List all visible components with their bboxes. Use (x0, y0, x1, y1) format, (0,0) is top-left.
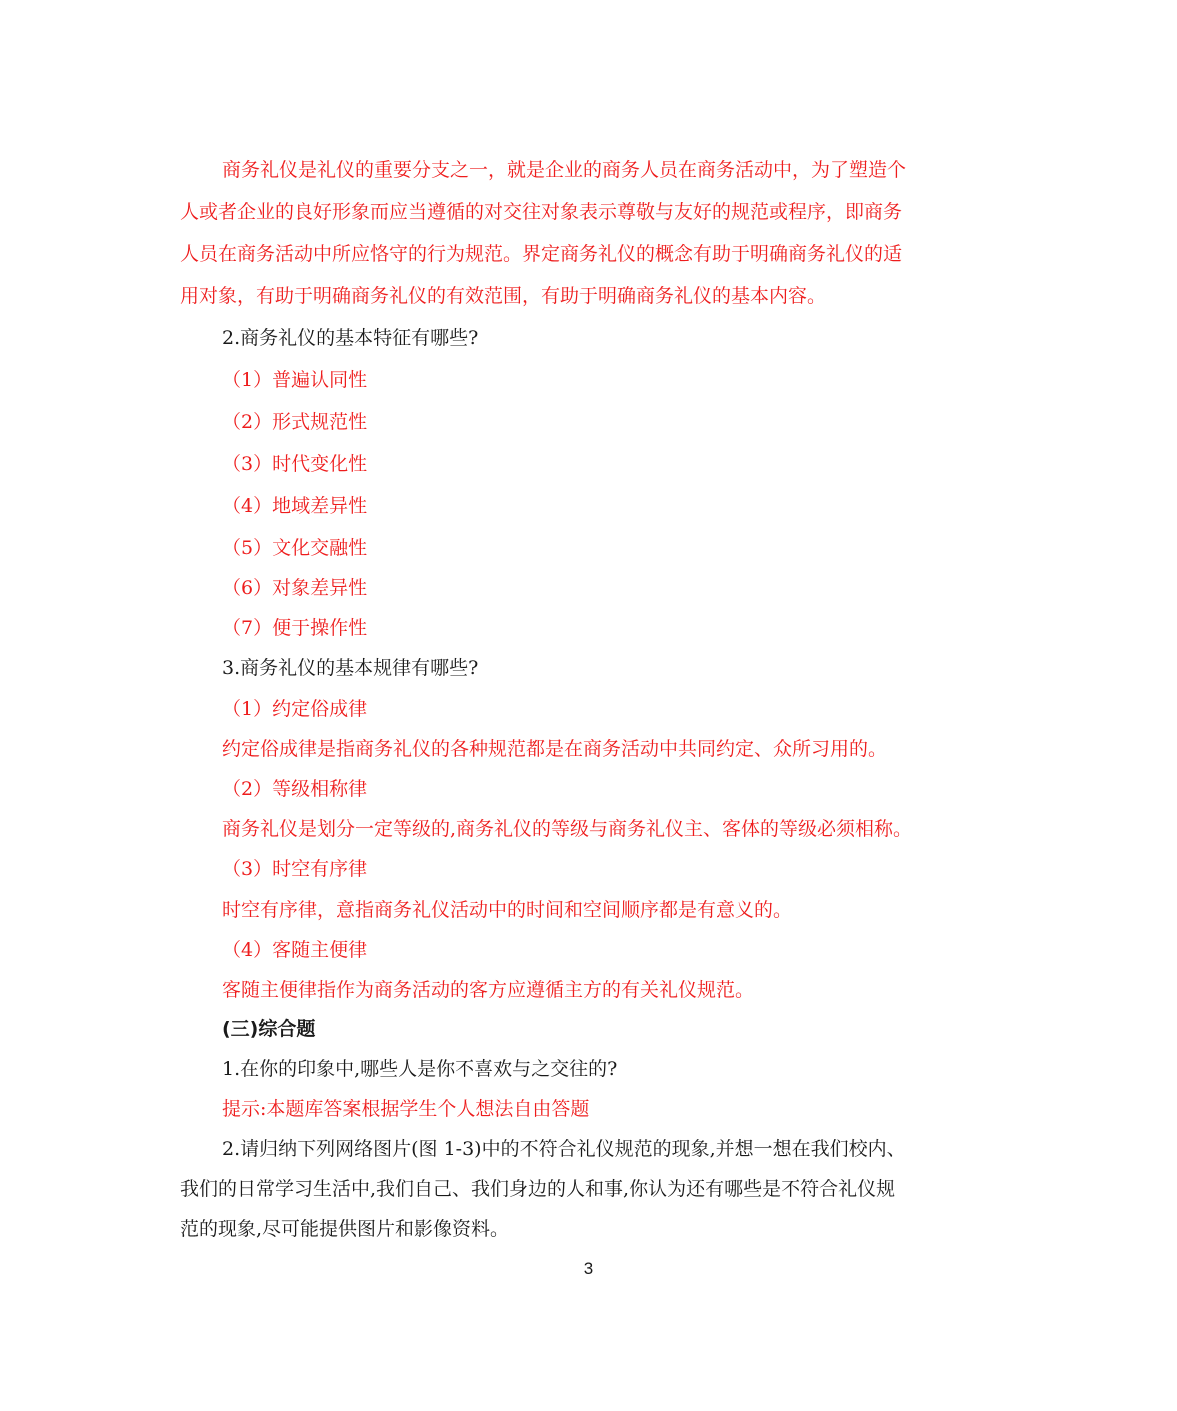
q3-item-4-title: （4）客随主便律 (222, 939, 368, 961)
q3-item-2-title: （2）等级相称律 (222, 778, 368, 800)
section-heading: (三)综合题 (222, 1018, 316, 1040)
question-2: 2.商务礼仪的基本特征有哪些? (222, 327, 479, 349)
page-number: 3 (583, 1259, 594, 1278)
section3-question-1: 1.在你的印象中,哪些人是你不喜欢与之交往的? (222, 1058, 618, 1080)
question-3: 3.商务礼仪的基本规律有哪些? (222, 657, 479, 679)
section3-question-2-line-3: 范的现象,尽可能提供图片和影像资料。 (180, 1218, 510, 1240)
q2-answer-2: （2）形式规范性 (222, 411, 368, 433)
q2-answer-5: （5）文化交融性 (222, 537, 368, 559)
definition-line-3: 人员在商务活动中所应恪守的行为规范。界定商务礼仪的概念有助于明确商务礼仪的适 (180, 243, 903, 265)
q3-item-4-desc: 客随主便律指作为商务活动的客方应遵循主方的有关礼仪规范。 (222, 979, 755, 1001)
section3-question-2-line-1: 2.请归纳下列网络图片(图 1-3)中的不符合礼仪规范的现象,并想一想在我们校内、 (222, 1138, 906, 1160)
definition-line-4: 用对象，有助于明确商务礼仪的有效范围，有助于明确商务礼仪的基本内容。 (180, 285, 827, 307)
q3-item-3-title: （3）时空有序律 (222, 858, 368, 880)
q3-item-1-desc: 约定俗成律是指商务礼仪的各种规范都是在商务活动中共同约定、众所习用的。 (222, 738, 888, 760)
q2-answer-3: （3）时代变化性 (222, 453, 368, 475)
q3-item-1-title: （1）约定俗成律 (222, 698, 368, 720)
section3-question-2-line-2: 我们的日常学习生活中,我们自己、我们身边的人和事,你认为还有哪些是不符合礼仪规 (180, 1178, 896, 1200)
q2-answer-4: （4）地域差异性 (222, 495, 368, 517)
section3-hint: 提示:本题库答案根据学生个人想法自由答题 (222, 1098, 590, 1120)
q2-answer-1: （1）普遍认同性 (222, 369, 368, 391)
q2-answer-7: （7）便于操作性 (222, 617, 368, 639)
definition-line-2: 人或者企业的良好形象而应当遵循的对交往对象表示尊敬与友好的规范或程序，即商务 (180, 201, 903, 223)
q3-item-3-desc: 时空有序律，意指商务礼仪活动中的时间和空间顺序都是有意义的。 (222, 899, 793, 921)
definition-line-1: 商务礼仪是礼仪的重要分支之一，就是企业的商务人员在商务活动中，为了塑造个 (222, 159, 907, 181)
q3-item-2-desc: 商务礼仪是划分一定等级的,商务礼仪的等级与商务礼仪主、客体的等级必须相称。 (222, 818, 913, 840)
q2-answer-6: （6）对象差异性 (222, 577, 368, 599)
